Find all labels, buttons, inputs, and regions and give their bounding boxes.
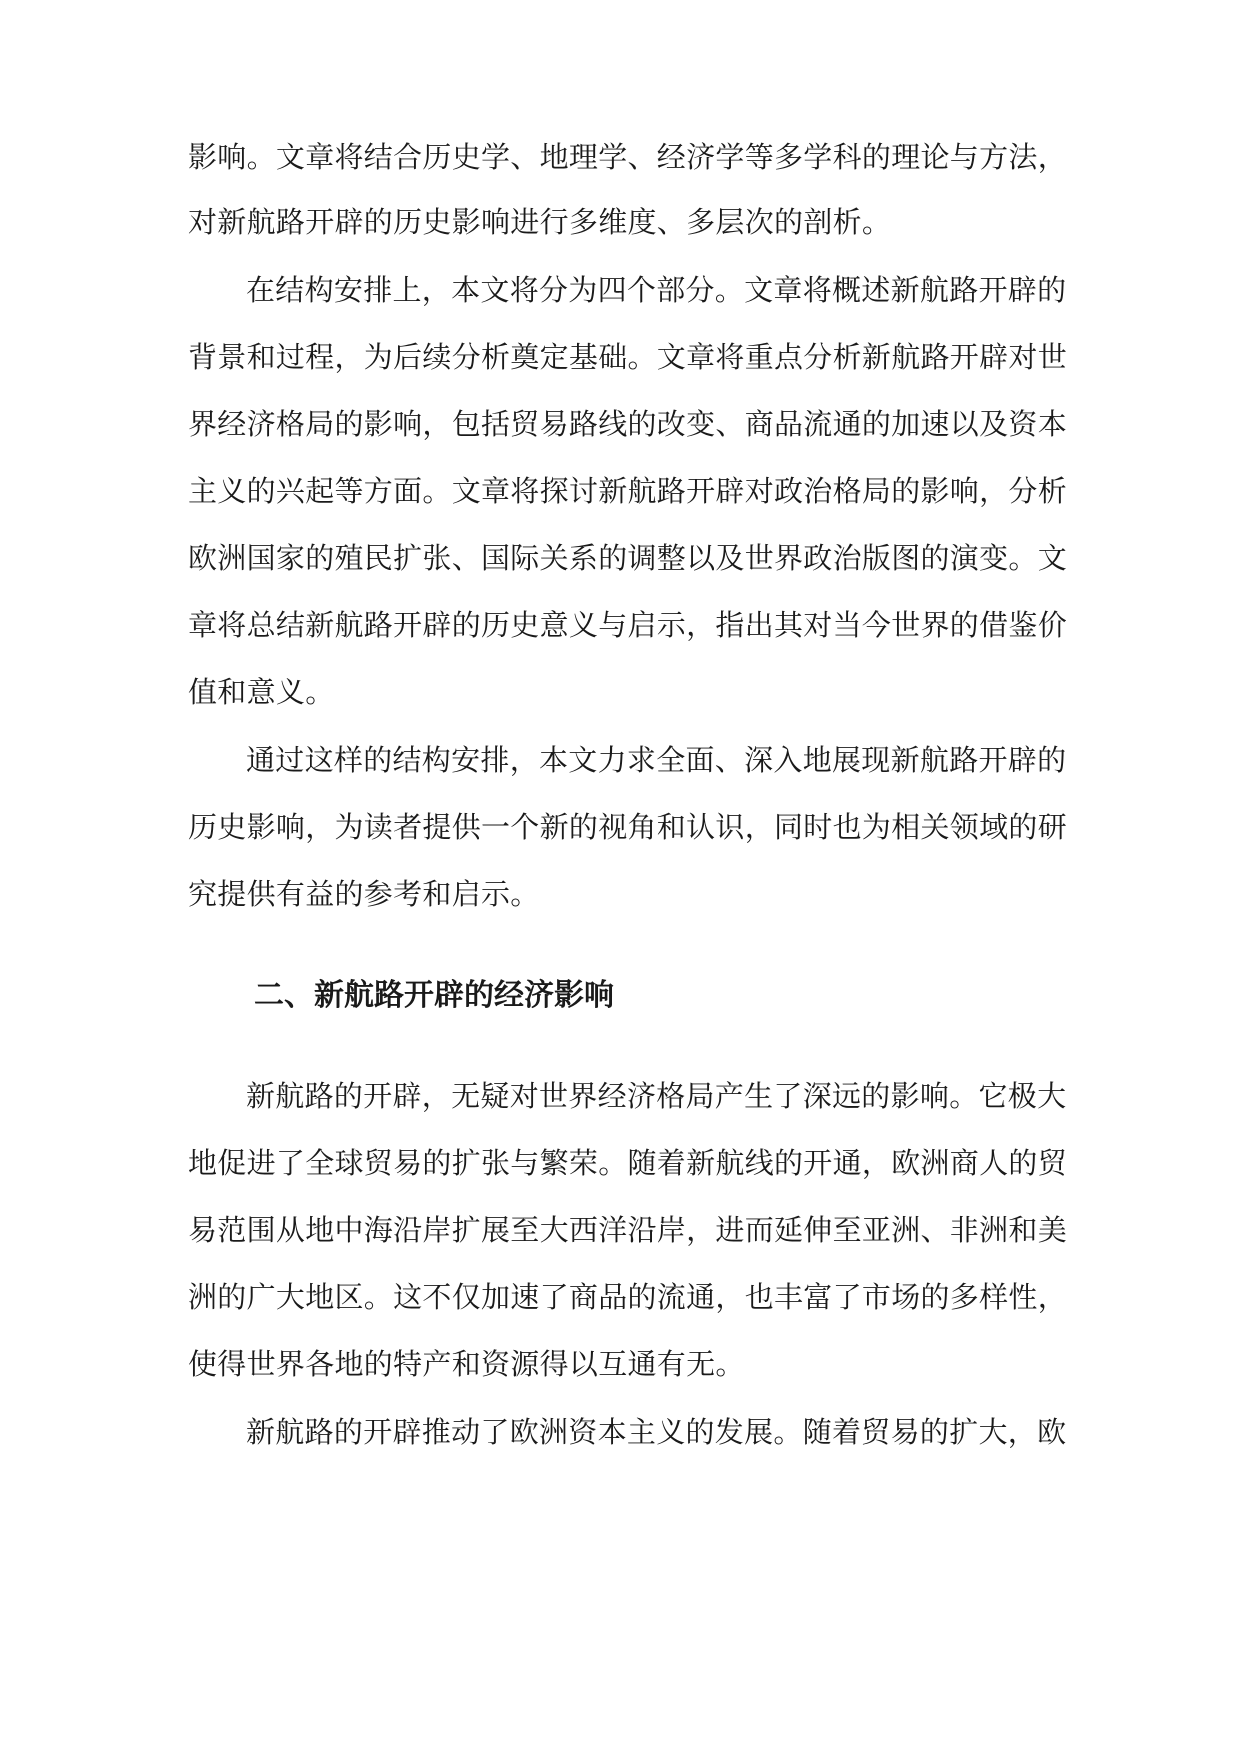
paragraph-2-line-4: 主义的兴起等方面。文章将探讨新航路开辟对政治格局的影响，分析 — [188, 474, 1068, 508]
paragraph-4-line-3: 易范围从地中海沿岸扩展至大西洋沿岸，进而延伸至亚洲、非洲和美 — [188, 1213, 1068, 1247]
paragraph-2-line-7: 值和意义。 — [188, 675, 335, 709]
paragraph-4-line-5: 使得世界各地的特产和资源得以互通有无。 — [188, 1347, 745, 1381]
paragraph-2-line-6: 章将总结新航路开辟的历史意义与启示，指出其对当今世界的借鉴价 — [188, 608, 1068, 642]
paragraph-5-line-1: 新航路的开辟推动了欧洲资本主义的发展。随着贸易的扩大，欧 — [246, 1415, 1067, 1449]
paragraph-2-line-3: 界经济格局的影响，包括贸易路线的改变、商品流通的加速以及资本 — [188, 407, 1068, 441]
section-heading: 二、新航路开辟的经济影响 — [254, 978, 614, 1013]
paragraph-2-line-1: 在结构安排上，本文将分为四个部分。文章将概述新航路开辟的 — [246, 273, 1067, 307]
paragraph-3-line-1: 通过这样的结构安排，本文力求全面、深入地展现新航路开辟的 — [246, 743, 1067, 777]
paragraph-1-line-1: 影响。文章将结合历史学、地理学、经济学等多学科的理论与方法， — [188, 140, 1068, 174]
paragraph-1-line-2: 对新航路开辟的历史影响进行多维度、多层次的剖析。 — [188, 205, 892, 239]
paragraph-4-line-4: 洲的广大地区。这不仅加速了商品的流通，也丰富了市场的多样性， — [188, 1280, 1068, 1314]
paragraph-3-line-2: 历史影响，为读者提供一个新的视角和认识，同时也为相关领域的研 — [188, 810, 1068, 844]
paragraph-4-line-2: 地促进了全球贸易的扩张与繁荣。随着新航线的开通，欧洲商人的贸 — [188, 1146, 1068, 1180]
paragraph-2-line-5: 欧洲国家的殖民扩张、国际关系的调整以及世界政治版图的演变。文 — [188, 541, 1068, 575]
paragraph-2-line-2: 背景和过程，为后续分析奠定基础。文章将重点分析新航路开辟对世 — [188, 340, 1068, 374]
paragraph-4-line-1: 新航路的开辟，无疑对世界经济格局产生了深远的影响。它极大 — [246, 1079, 1067, 1113]
paragraph-3-line-3: 究提供有益的参考和启示。 — [188, 877, 540, 911]
